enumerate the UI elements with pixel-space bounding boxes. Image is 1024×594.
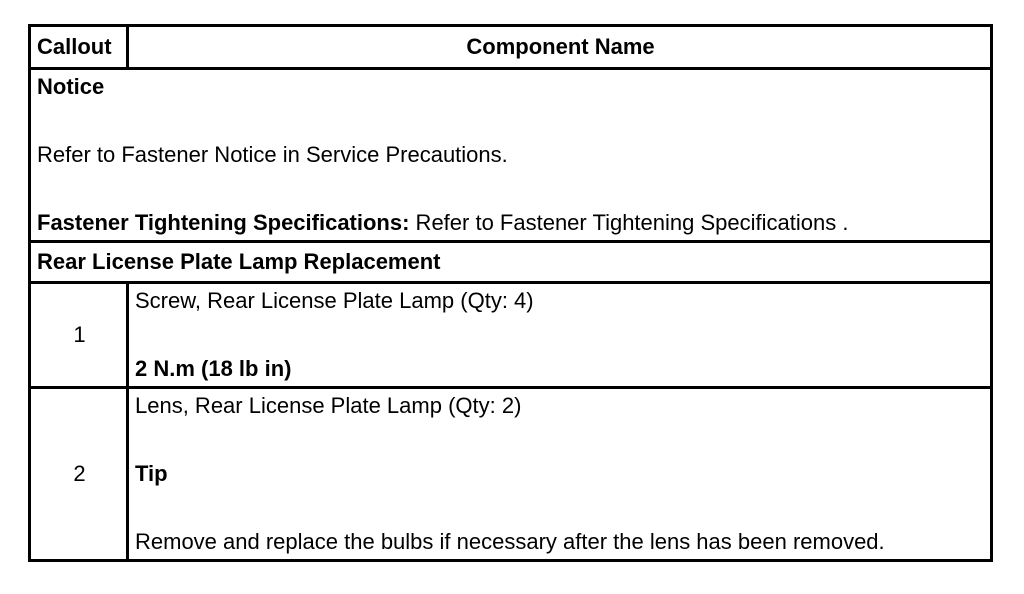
notice-row [30, 69, 992, 242]
spacer [135, 491, 986, 525]
notice-spec-text: Refer to Fastener Tightening Specifications . [409, 210, 849, 235]
notice-text: Refer to Fastener Notice in Service Precautions. [37, 142, 508, 167]
section-row [30, 242, 992, 283]
component-cell [128, 388, 992, 561]
component-name: Screw, Rear License Plate Lamp (Qty: 4) [135, 288, 534, 313]
notice-title: Notice [37, 74, 105, 99]
spacer [135, 423, 986, 457]
callout-number: 1 [30, 283, 128, 388]
callout-number: 2 [30, 388, 128, 561]
notice-spec-line [37, 206, 986, 240]
table-row [30, 283, 992, 388]
section-title: Rear License Plate Lamp Replacement [30, 242, 992, 283]
spacer [37, 104, 986, 138]
header-component-name: Component Name [128, 26, 992, 69]
table-header-row [30, 26, 992, 69]
component-name: Lens, Rear License Plate Lamp (Qty: 2) [135, 393, 522, 418]
spacer [37, 172, 986, 206]
header-callout: Callout [30, 26, 128, 69]
notice-spec-label: Fastener Tightening Specifications: [37, 210, 410, 235]
table-row [30, 388, 992, 561]
tip-text: Remove and replace the bulbs if necessary after the lens has been removed. [135, 529, 885, 554]
notice-cell [30, 69, 992, 242]
component-cell [128, 283, 992, 388]
component-table [28, 24, 993, 562]
torque-spec: 2 N.m (18 lb in) [135, 356, 292, 381]
tip-label: Tip [135, 461, 168, 486]
spacer [135, 318, 986, 352]
